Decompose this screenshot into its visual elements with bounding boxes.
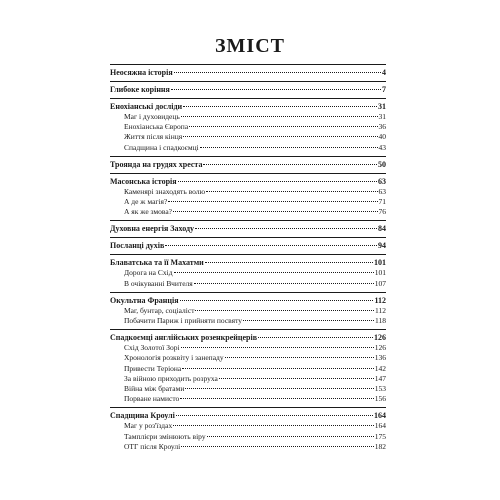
entry-title: Дорога на Схід xyxy=(124,268,173,278)
dot-leader xyxy=(219,378,374,379)
toc-subentry xyxy=(110,343,386,353)
toc-chapter xyxy=(110,159,386,170)
entry-title: Тамплієри змінюють віру xyxy=(124,431,206,441)
toc-section xyxy=(110,237,386,254)
page-number: 84 xyxy=(378,224,386,234)
entry-title: Енохіанські досліди xyxy=(110,102,183,111)
page-number: 101 xyxy=(374,258,386,268)
toc-chapter xyxy=(110,67,386,78)
entry-title: Маг у роз'їздах xyxy=(124,421,173,431)
toc-subentry xyxy=(110,374,386,384)
page-number: 31 xyxy=(378,102,386,111)
entry-title: Схід Золотої Зорі xyxy=(124,343,180,353)
dot-leader xyxy=(195,310,374,311)
toc-subentry xyxy=(110,187,386,197)
dot-leader xyxy=(183,136,377,137)
dot-leader xyxy=(173,425,374,426)
toc-section xyxy=(110,220,386,237)
entry-title: Духовна енергія Заходу xyxy=(110,224,195,234)
page-number: 156 xyxy=(374,394,386,404)
toc-chapter xyxy=(110,176,386,187)
toc-chapter xyxy=(110,295,386,306)
entry-title: Енохіанська Європа xyxy=(124,122,189,132)
entry-title: Побачити Париж і прийняти посвяту xyxy=(124,316,243,326)
page-number: 112 xyxy=(375,305,386,315)
toc-subentry xyxy=(110,316,386,326)
page-number: 7 xyxy=(382,85,386,94)
page-number: 31 xyxy=(378,112,386,121)
page-number: 36 xyxy=(378,122,386,132)
page-number: 136 xyxy=(374,353,386,363)
page-number: 101 xyxy=(374,268,386,278)
toc-subentry xyxy=(110,112,386,122)
dot-leader xyxy=(171,89,381,90)
dot-leader xyxy=(206,191,377,192)
page-number: 164 xyxy=(374,411,386,421)
dot-leader xyxy=(207,436,374,437)
page-number: 175 xyxy=(374,431,386,441)
toc-subentry xyxy=(110,442,386,452)
dot-leader xyxy=(180,398,373,399)
entry-title: Блаватська та її Махатми xyxy=(110,258,204,268)
dot-leader xyxy=(165,245,377,246)
toc-chapter xyxy=(110,410,386,421)
page-number: 107 xyxy=(374,278,386,288)
toc-subentry xyxy=(110,353,386,363)
entry-title: Війна між братами xyxy=(124,384,185,394)
toc-section xyxy=(110,292,386,329)
page-number: 126 xyxy=(374,343,386,353)
entry-title: В очікуванні Вчителя xyxy=(124,278,193,288)
page-number: 182 xyxy=(374,441,386,451)
dot-leader xyxy=(205,262,373,263)
page-number: 63 xyxy=(378,176,386,186)
page-number: 147 xyxy=(374,373,386,383)
entry-title: Привести Теріона xyxy=(124,363,182,373)
entry-title: Масонська історія xyxy=(110,176,177,186)
toc-subentry xyxy=(110,207,386,217)
toc-chapter xyxy=(110,240,386,251)
entry-title: За війною приходить розруха xyxy=(124,373,218,383)
entry-title: Неосяжна історія xyxy=(110,68,173,77)
dot-leader xyxy=(258,337,373,338)
dot-leader xyxy=(174,272,374,273)
page-number: 94 xyxy=(378,241,386,251)
entry-title: А де ж магія? xyxy=(124,197,168,207)
toc-section xyxy=(110,81,386,98)
dot-leader xyxy=(200,147,378,148)
toc-section xyxy=(110,64,386,81)
entry-title: Життя після кінця xyxy=(124,132,183,142)
toc-subentry xyxy=(110,432,386,442)
entry-title: Порване намисто xyxy=(124,394,180,404)
toc-section xyxy=(110,98,386,156)
dot-leader xyxy=(173,211,378,212)
toc-section xyxy=(110,329,386,407)
dot-leader xyxy=(195,228,377,229)
toc-subentry xyxy=(110,306,386,316)
page-number: 126 xyxy=(374,333,386,343)
dot-leader xyxy=(181,446,374,447)
toc-subentry xyxy=(110,143,386,153)
toc-subentry xyxy=(110,384,386,394)
entry-title: Посланці духів xyxy=(110,241,165,251)
toc-chapter xyxy=(110,332,386,343)
dot-leader xyxy=(183,106,377,107)
page-number: 164 xyxy=(374,421,386,431)
entry-title: Спадщина і спадкоємці xyxy=(124,142,199,152)
page-number: 112 xyxy=(374,295,386,305)
dot-leader xyxy=(185,388,373,389)
dot-leader xyxy=(180,300,374,301)
entry-title: Маг і духовидець xyxy=(124,112,180,121)
toc-subentry xyxy=(110,364,386,374)
page-number: 153 xyxy=(374,384,386,394)
page-number: 43 xyxy=(378,142,386,152)
page-number: 63 xyxy=(378,186,386,196)
entry-title: Хронологія розквіту і занепаду xyxy=(124,353,224,363)
dot-leader xyxy=(176,415,373,416)
entry-title: Каменярі знаходять волю xyxy=(124,186,206,196)
entry-title: Спадщина Кроулі xyxy=(110,411,175,421)
toc-section xyxy=(110,407,386,455)
toc-subentry xyxy=(110,394,386,404)
dot-leader xyxy=(182,368,374,369)
table-of-contents xyxy=(110,64,386,455)
toc-section xyxy=(110,254,386,291)
toc-subentry xyxy=(110,197,386,207)
page-number: 118 xyxy=(375,316,386,326)
dot-leader xyxy=(168,201,377,202)
toc-section xyxy=(110,173,386,221)
dot-leader xyxy=(189,126,377,127)
toc-subentry xyxy=(110,132,386,142)
toc-subentry xyxy=(110,122,386,132)
toc-chapter xyxy=(110,257,386,268)
toc-subentry xyxy=(110,421,386,431)
page-number: 50 xyxy=(378,159,386,169)
page-number: 71 xyxy=(378,197,386,207)
page-title: ЗМІСТ xyxy=(215,35,285,57)
entry-title: ОТГ після Кроулі xyxy=(124,441,181,451)
page-number: 40 xyxy=(378,132,386,142)
dot-leader xyxy=(178,181,377,182)
toc-subentry xyxy=(110,268,386,278)
page-number: 142 xyxy=(374,363,386,373)
toc-chapter xyxy=(110,101,386,112)
dot-leader xyxy=(174,72,381,73)
toc-chapter xyxy=(110,223,386,234)
toc-section xyxy=(110,156,386,173)
dot-leader xyxy=(243,320,374,321)
entry-title: Глибоке коріння xyxy=(110,85,170,94)
entry-title: Маг, бунтар, соціаліст xyxy=(124,305,195,315)
toc-chapter xyxy=(110,84,386,95)
dot-leader xyxy=(181,347,374,348)
toc-subentry xyxy=(110,279,386,289)
dot-leader xyxy=(181,116,378,117)
dot-leader xyxy=(203,164,377,165)
dot-leader xyxy=(194,283,374,284)
page-number: 4 xyxy=(382,68,386,77)
page-number: 76 xyxy=(378,207,386,217)
entry-title: Окультна Франція xyxy=(110,295,179,305)
entry-title: А як же змова? xyxy=(124,207,172,217)
dot-leader xyxy=(225,357,374,358)
entry-title: Спадкоємці англійських розенкрейцерів xyxy=(110,333,258,343)
entry-title: Троянда на грудях хреста xyxy=(110,159,203,169)
